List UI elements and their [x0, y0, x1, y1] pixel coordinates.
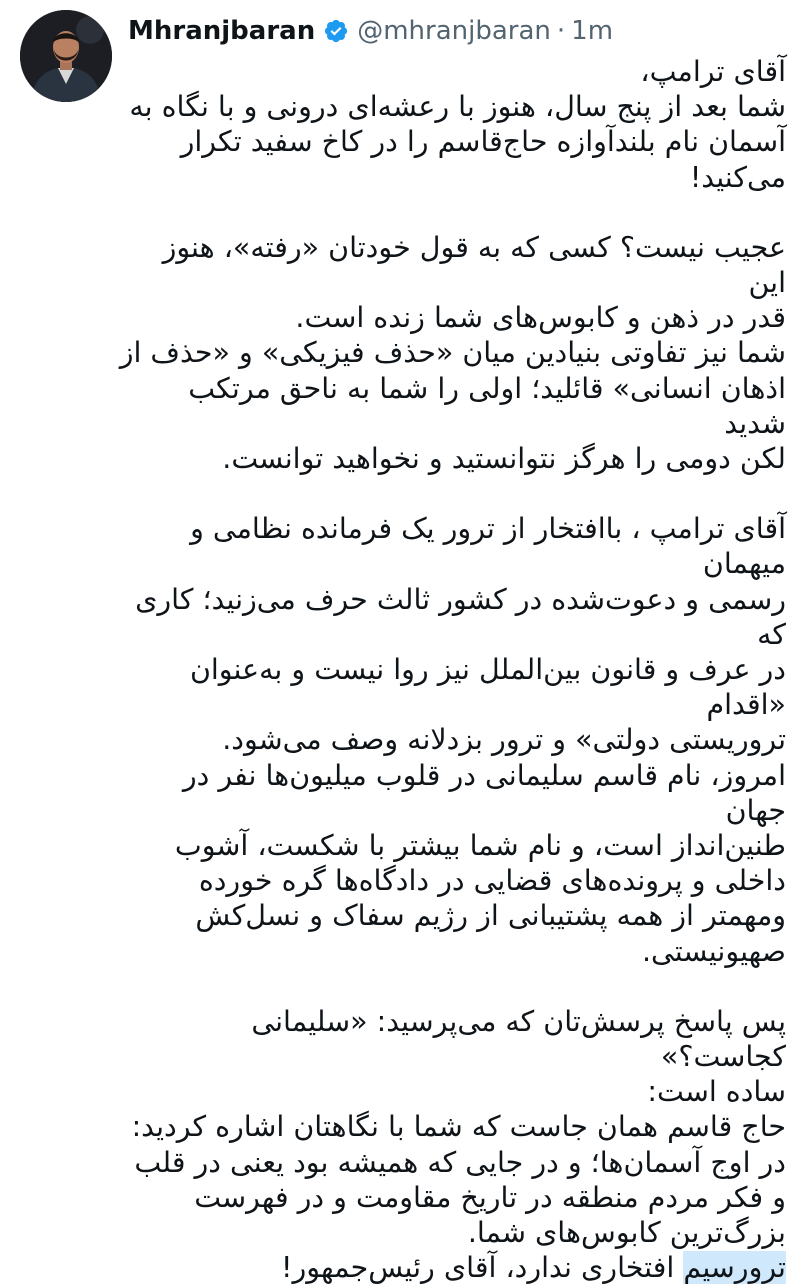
- text-line: حاج قاسم همان جاست که شما با نگاهتان اشاره کردید:: [131, 1110, 786, 1144]
- text-line: ساده است:: [647, 1075, 786, 1109]
- text-line: شما نیز تفاوتی بنیادین میان «حذف فیزیکی» و «حذف از: [119, 336, 786, 370]
- timestamp[interactable]: 1m: [571, 16, 614, 46]
- author-handle[interactable]: @mhranjbaran: [357, 16, 551, 46]
- text-line: طنین‌انداز است، و نام شما بیشتر با شکست، آشوب: [174, 829, 786, 863]
- highlighted-word: ترورسیم: [683, 1251, 786, 1285]
- text-line: عجیب نیست؟ کسی که به قول خودتان «رفته»، هنوز این: [162, 230, 786, 300]
- paragraph-4: [118, 1004, 786, 1286]
- text-line: تروریستی دولتی» و ترور بزدلانه وصف می‌شود.: [222, 723, 786, 757]
- separator-dot: ·: [556, 16, 566, 46]
- text-line: شما بعد از پنج سال، هنوز با رعشه‌ای درونی و با نگاه به: [129, 90, 786, 124]
- text-line: امروز، نام قاسم سلیمانی در قلوب میلیون‌ها نفر در جهان: [182, 758, 786, 827]
- paragraph-3: [118, 511, 786, 969]
- tweet-header: [128, 14, 613, 48]
- text-line: و فکر مردم منطقه در تاریخ مقاومت و در فهرست: [194, 1180, 786, 1214]
- text-line: داخلی و پرونده‌های قضایی در دادگاه‌ها گره خورده: [198, 864, 786, 898]
- text-line: ومهمتر از همه پشتیبانی از رژیم سفاک و نسل‌کش: [195, 899, 786, 933]
- paragraph-2: [118, 230, 786, 476]
- text-line: افتخاری ندارد، آقای رئیس‌جمهور!: [281, 1251, 684, 1285]
- tweet-text: [118, 54, 786, 1286]
- avatar[interactable]: [20, 10, 112, 102]
- verified-badge-icon: [323, 18, 349, 44]
- text-line: آقای ترامپ،: [640, 55, 786, 88]
- avatar-photo: [20, 10, 112, 102]
- text-line: در اوج آسمان‌ها؛ و در جایی که همیشه بود یعنی در قلب: [134, 1145, 786, 1179]
- text-line: قدر در ذهن و کابوس‌های شما زنده است.: [295, 301, 786, 335]
- text-line: بزرگ‌ترین کابوس‌های شما.: [467, 1216, 786, 1250]
- text-line: پس پاسخ پرسش‌تان که می‌پرسید: «سلیمانی کجاست؟»: [251, 1004, 786, 1074]
- text-line: می‌کنید!: [689, 160, 786, 194]
- text-line: آقای ترامپ ، باافتخار از ترور یک فرمانده نظامی و میهمان: [190, 512, 786, 581]
- text-line: رسمی و دعوت‌شده در کشور ثالث حرف می‌زنید؛ کاری که: [135, 582, 786, 651]
- text-line: لکن دومی را هرگز نتوانستید و نخواهید توانست.: [222, 442, 786, 476]
- paragraph-1: [118, 54, 786, 195]
- author-name[interactable]: Mhranjbaran: [128, 16, 316, 46]
- text-line: آسمان نام بلندآوازه حاج‌قاسم را در کاخ سفید تکرار: [180, 125, 786, 159]
- text-line: در عرف و قانون بین‌الملل نیز روا نیست و به‌عنوان «اقدام: [189, 653, 786, 722]
- text-line: صهیونیستی.: [641, 934, 786, 968]
- text-line: اذهان انسانی» قائلید؛ اولی را شما به ناحق مرتکب شدید: [188, 371, 786, 440]
